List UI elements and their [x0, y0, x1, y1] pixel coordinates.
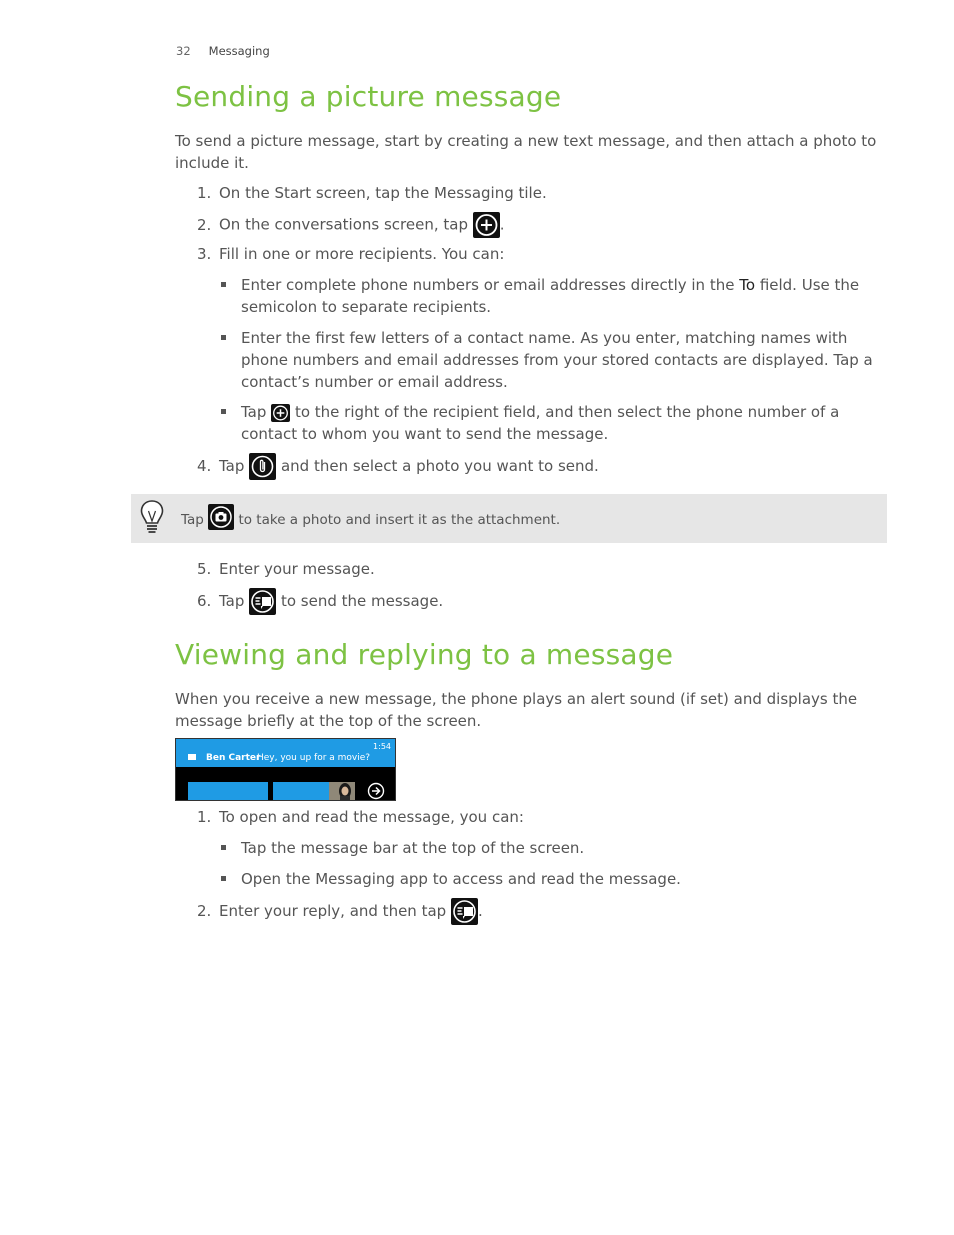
- notification-screenshot: [175, 738, 396, 801]
- send-icon: [249, 588, 276, 615]
- step-2: 2. On the conversations screen, tap .: [197, 212, 887, 238]
- lightbulb-icon: [139, 499, 165, 541]
- notification-bar: [176, 739, 395, 767]
- notification-preview: Hey, you up for a movie?: [257, 753, 371, 763]
- bullet-add-recipient: Tap to the right of the recipient field, and then select the phone number of a contact to whom you want to send the message.: [221, 401, 883, 445]
- camera-icon: [208, 504, 234, 530]
- send-icon: [451, 898, 478, 925]
- section-title-sending: Sending a picture message: [175, 80, 562, 113]
- bullet-open-app: Open the Messaging app to access and read the message.: [221, 868, 883, 890]
- step-3: 3. Fill in one or more recipients. You can:: [197, 245, 505, 263]
- paperclip-icon: [249, 453, 276, 480]
- section-name: Messaging: [208, 44, 270, 58]
- arrow-right-icon: [367, 782, 385, 804]
- message-icon: [188, 754, 196, 760]
- page-number: 32: [176, 44, 191, 58]
- avatar: [329, 782, 355, 800]
- tip-text: Tap to take a photo and insert it as the attachment.: [181, 510, 560, 530]
- notification-time: 1:54: [373, 742, 391, 751]
- section-title-viewing: Viewing and replying to a message: [175, 638, 674, 671]
- step-open-message: 1. To open and read the message, you can:: [197, 808, 524, 826]
- add-icon: [271, 404, 290, 422]
- notification-sender: Ben Carter: [206, 753, 261, 763]
- step-5: 5. Enter your message.: [197, 560, 375, 578]
- step-4: 4. Tap and then select a photo you want to send.: [197, 453, 887, 480]
- step-reply: 2. Enter your reply, and then tap .: [197, 898, 887, 925]
- tile: [188, 782, 268, 800]
- add-icon: [473, 212, 500, 238]
- page-header: [176, 44, 270, 58]
- section-intro: To send a picture message, start by creating a new text message, and then attach a photo to include it.: [175, 132, 877, 172]
- bullet-to-field: Enter complete phone numbers or email addresses directly in the To field. Use the semicolon to separate recipients.: [221, 274, 883, 318]
- step-6: 6. Tap to send the message.: [197, 588, 887, 615]
- bullet-contact-name: Enter the first few letters of a contact name. As you enter, matching names with phone numbers and email addresses from your stored contacts are displayed. Tap a contact’s number or email address.: [221, 327, 883, 393]
- step-1: 1. On the Start screen, tap the Messaging tile.: [197, 184, 547, 202]
- section-intro-viewing: When you receive a new message, the phone plays an alert sound (if set) and displays the message briefly at the top of the screen.: [175, 690, 858, 730]
- tip-box: [131, 494, 887, 543]
- bullet-tap-bar: Tap the message bar at the top of the screen.: [221, 837, 883, 859]
